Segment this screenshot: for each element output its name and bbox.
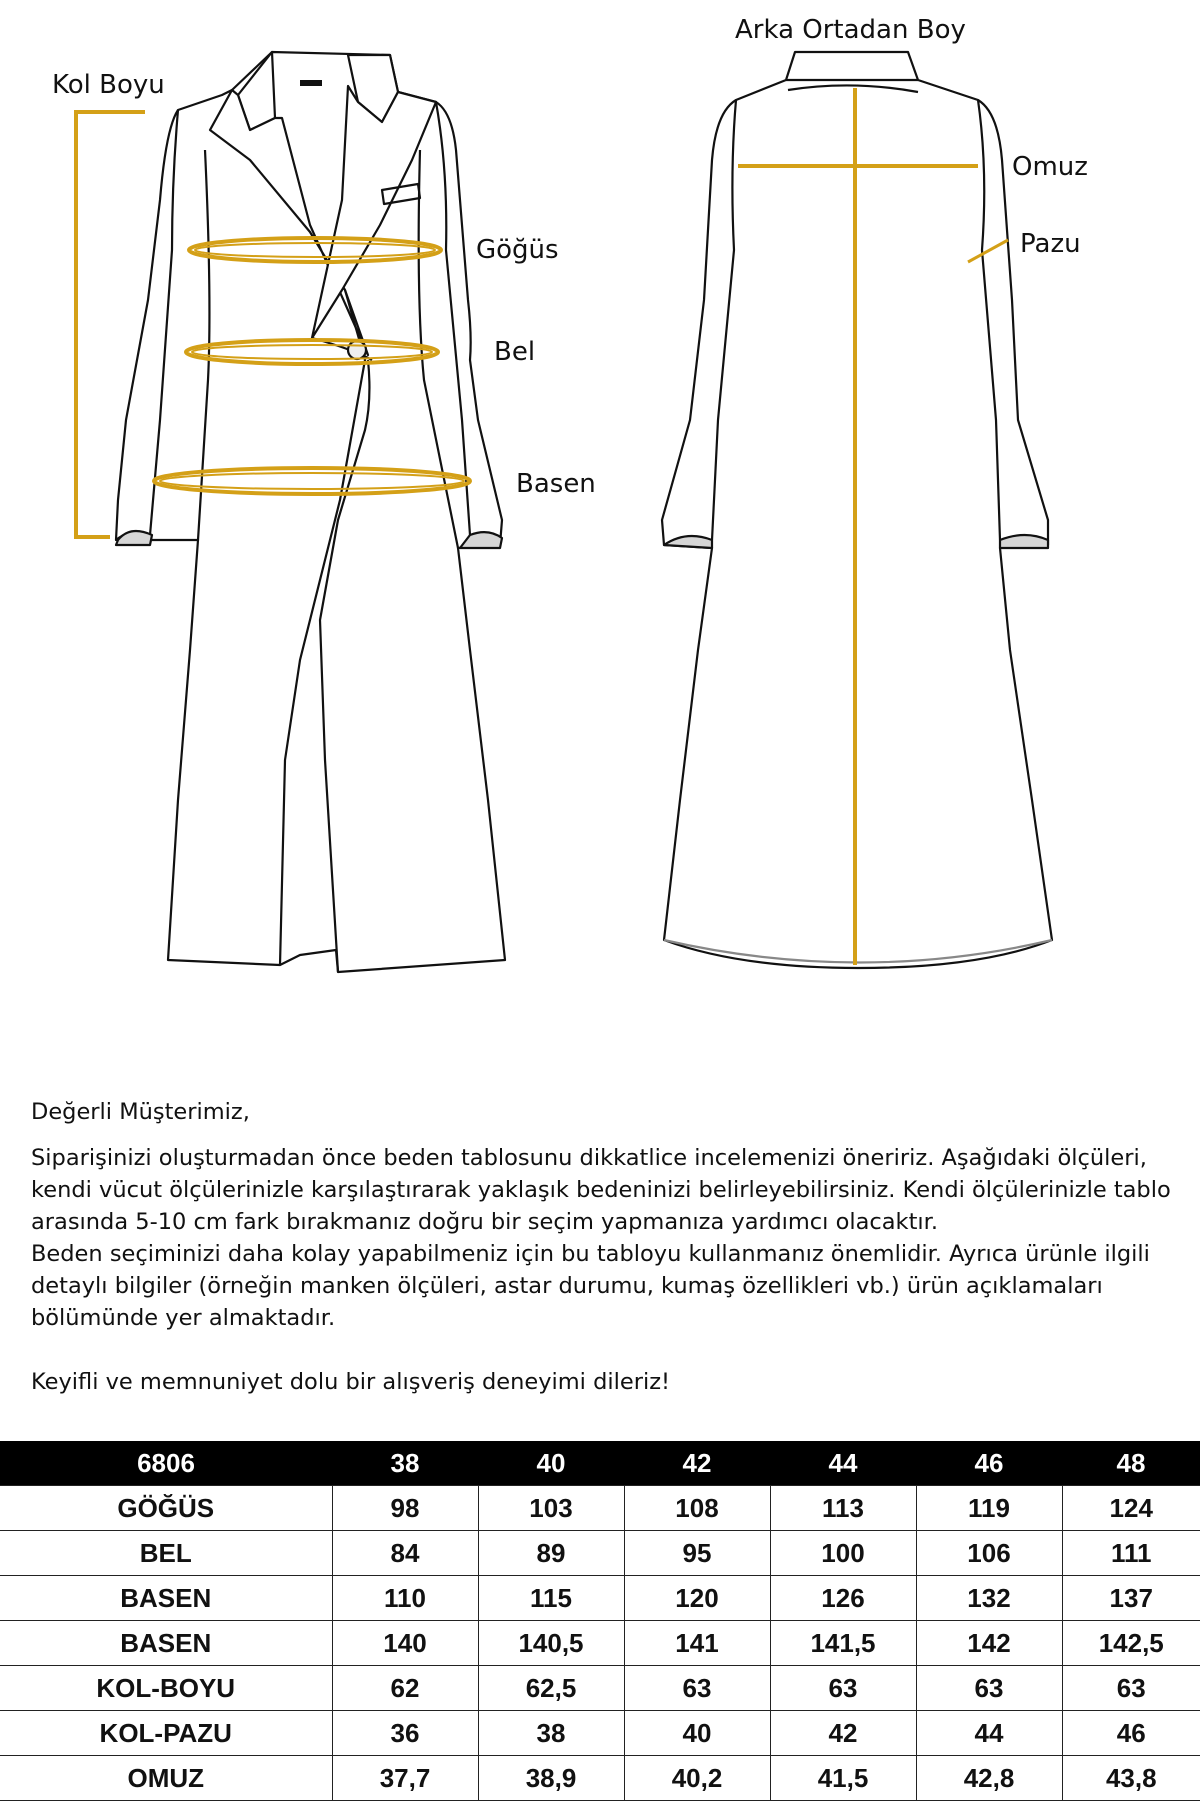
label-waist: Bel [494, 337, 536, 367]
table-cell: 63 [770, 1666, 916, 1711]
measurement-name: BEL [0, 1531, 332, 1576]
table-cell: 140,5 [478, 1621, 624, 1666]
size-header: 48 [1062, 1441, 1200, 1486]
table-cell: 63 [916, 1666, 1062, 1711]
table-row [0, 1576, 1200, 1621]
size-header: 46 [916, 1441, 1062, 1486]
table-cell: 141,5 [770, 1621, 916, 1666]
table-cell: 132 [916, 1576, 1062, 1621]
size-table [0, 1441, 1200, 1801]
table-cell: 41,5 [770, 1756, 916, 1801]
table-cell: 124 [1062, 1486, 1200, 1531]
size-header: 44 [770, 1441, 916, 1486]
table-row [0, 1531, 1200, 1576]
table-cell: 141 [624, 1621, 770, 1666]
table-cell: 100 [770, 1531, 916, 1576]
table-cell: 40,2 [624, 1756, 770, 1801]
size-header: 38 [332, 1441, 478, 1486]
table-cell: 115 [478, 1576, 624, 1621]
table-cell: 111 [1062, 1531, 1200, 1576]
table-cell: 103 [478, 1486, 624, 1531]
label-chest: Göğüs [476, 235, 559, 265]
table-cell: 113 [770, 1486, 916, 1531]
closing-line: Keyifli ve memnuniyet dolu bir alışveriş deneyimi dileriz! [31, 1369, 671, 1395]
table-cell: 38 [478, 1711, 624, 1756]
table-cell: 38,9 [478, 1756, 624, 1801]
table-cell: 126 [770, 1576, 916, 1621]
size-header: 40 [478, 1441, 624, 1486]
label-sleeve-length: Kol Boyu [52, 70, 165, 100]
table-cell: 40 [624, 1711, 770, 1756]
table-cell: 44 [916, 1711, 1062, 1756]
intro-paragraph-1: Siparişinizi oluşturmadan önce beden tablosunu dikkatlice incelemenizi öneririz. Aşağıdaki ölçüleri, kendi vücut ölçülerinizle karşılaştırarak yaklaşık bedeninizi belirleyebilirsiniz. Kendi ölçülerinizle tablo arasında 5-10 cm fark bırakmanız doğru bir seçim yapmanıza yardımcı olacaktır. [31, 1145, 1171, 1235]
measurement-name: KOL-PAZU [0, 1711, 332, 1756]
table-cell: 36 [332, 1711, 478, 1756]
table-cell: 108 [624, 1486, 770, 1531]
table-cell: 119 [916, 1486, 1062, 1531]
table-row [0, 1711, 1200, 1756]
table-cell: 142,5 [1062, 1621, 1200, 1666]
table-cell: 43,8 [1062, 1756, 1200, 1801]
table-row [0, 1486, 1200, 1531]
table-row [0, 1621, 1200, 1666]
table-row [0, 1666, 1200, 1711]
table-cell: 63 [624, 1666, 770, 1711]
table-cell: 142 [916, 1621, 1062, 1666]
coat-front-view [116, 52, 505, 972]
measurement-name: BASEN [0, 1621, 332, 1666]
table-cell: 42 [770, 1711, 916, 1756]
label-hip: Basen [516, 469, 596, 499]
greeting: Değerli Müşterimiz, [31, 1099, 250, 1125]
label-upper-arm: Pazu [1020, 229, 1081, 259]
table-cell: 37,7 [332, 1756, 478, 1801]
table-cell: 62,5 [478, 1666, 624, 1711]
table-cell: 63 [1062, 1666, 1200, 1711]
product-code-header: 6806 [0, 1441, 332, 1486]
table-cell: 98 [332, 1486, 478, 1531]
size-table-header [0, 1441, 1200, 1486]
intro-text [31, 1096, 1171, 1398]
size-header: 42 [624, 1441, 770, 1486]
table-cell: 106 [916, 1531, 1062, 1576]
table-cell: 62 [332, 1666, 478, 1711]
measurement-name: KOL-BOYU [0, 1666, 332, 1711]
measurement-name: GÖĞÜS [0, 1486, 332, 1531]
intro-paragraph-2: Beden seçiminizi daha kolay yapabilmeniz için bu tabloyu kullanmanız önemlidir. Ayrıca ürünle ilgili detaylı bilgiler (örneğin manken ölçüleri, astar durumu, kumaş özellikleri vb.) ürün açıklamaları bölümünde yer almaktadır. [31, 1241, 1150, 1331]
table-cell: 140 [332, 1621, 478, 1666]
table-cell: 110 [332, 1576, 478, 1621]
table-cell: 46 [1062, 1711, 1200, 1756]
table-cell: 84 [332, 1531, 478, 1576]
table-cell: 95 [624, 1531, 770, 1576]
measurement-name: BASEN [0, 1576, 332, 1621]
table-cell: 120 [624, 1576, 770, 1621]
label-shoulder: Omuz [1012, 152, 1088, 182]
table-row [0, 1756, 1200, 1801]
measurement-name: OMUZ [0, 1756, 332, 1801]
table-cell: 42,8 [916, 1756, 1062, 1801]
table-cell: 137 [1062, 1576, 1200, 1621]
table-cell: 89 [478, 1531, 624, 1576]
label-back-length: Arka Ortadan Boy [735, 15, 966, 45]
